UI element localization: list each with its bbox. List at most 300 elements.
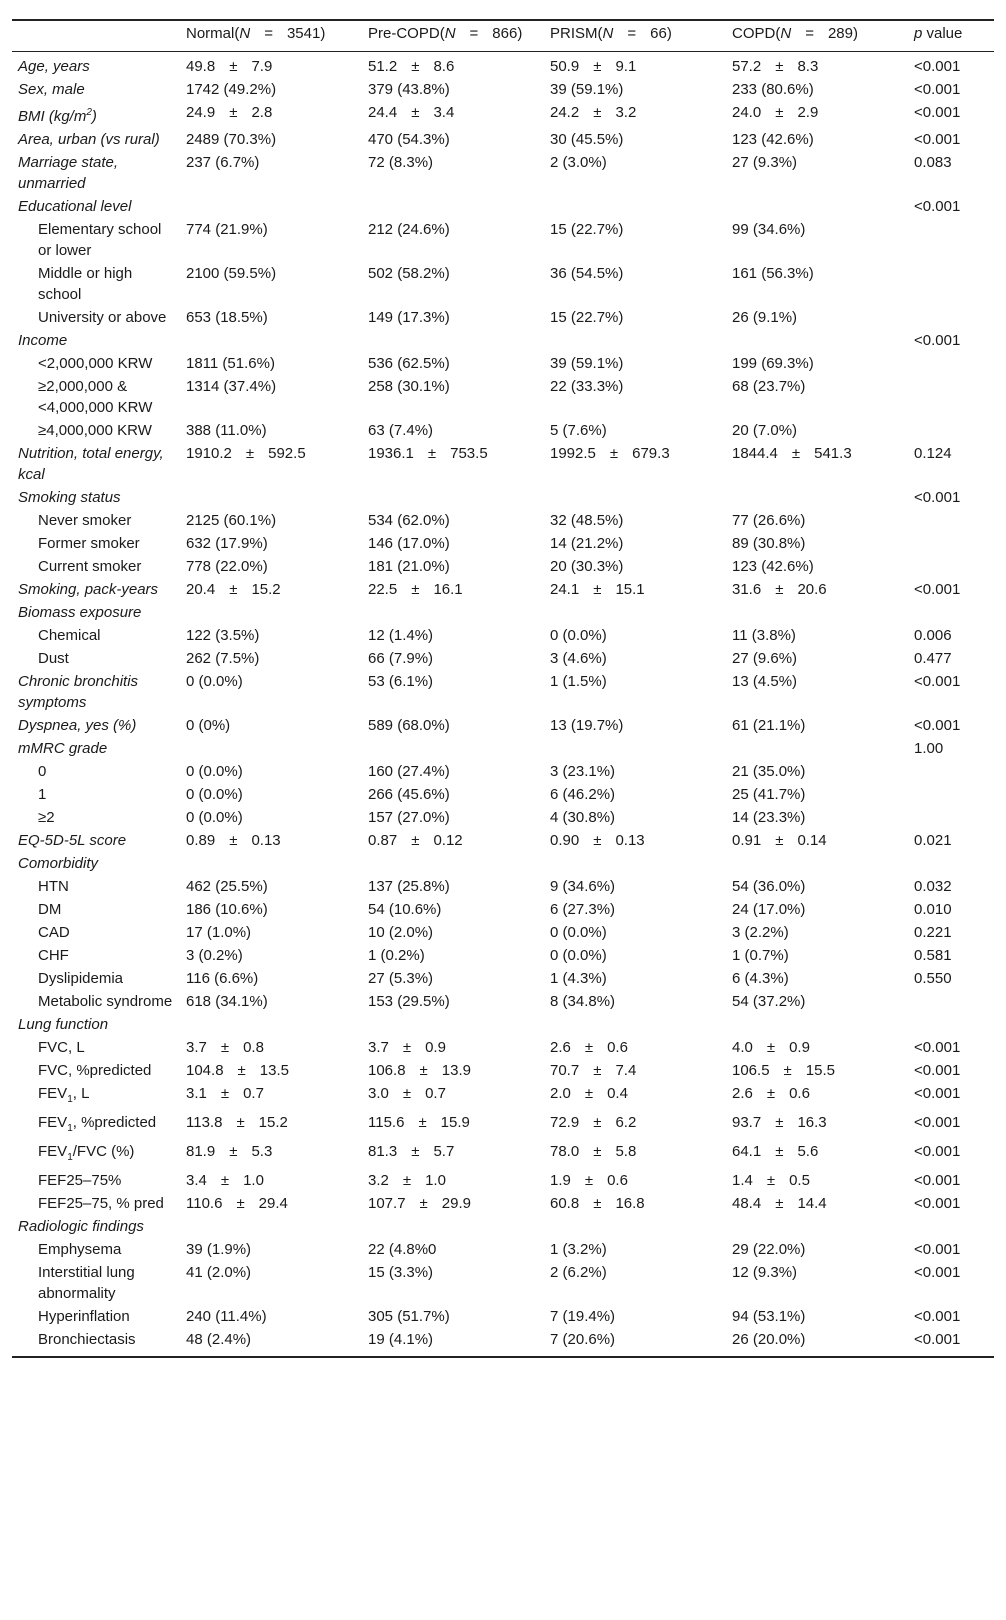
row-label: $FEV_1$, L (38, 1085, 90, 1105)
cell-copd (726, 487, 908, 510)
cell-prism: 60.8 ± 16.8 (550, 1195, 645, 1212)
cell-pvalue (908, 219, 994, 263)
row-label: ≥2 (38, 809, 55, 826)
cell-copd: 1844.4 ± 541.3 (732, 445, 852, 462)
cell-pvalue (908, 353, 994, 376)
cell-normal: 49.8 ± 7.9 (186, 58, 273, 75)
cell-copd: 93.7 ± 16.3 (732, 1114, 827, 1131)
cell-pvalue: <0.001 (914, 1114, 961, 1131)
row-label: DM (38, 901, 62, 918)
table-row (12, 830, 994, 853)
cell-pvalue: <0.001 (914, 1062, 961, 1079)
cell-precopd (362, 196, 544, 219)
cell-copd: 27 (9.6%) (732, 650, 798, 667)
table-row (12, 79, 994, 102)
cell-normal: 3.4 ± 1.0 (186, 1172, 264, 1189)
table-row (12, 1262, 994, 1306)
cell-precopd: 63 (7.4%) (368, 422, 434, 439)
cell-normal: 1910.2 ± 592.5 (186, 445, 306, 462)
table-row (12, 1306, 994, 1329)
cell-normal (180, 1216, 362, 1239)
row-label: mMRC grade (18, 740, 108, 757)
cell-prism: 7 (19.4%) (550, 1308, 616, 1325)
table-row (12, 579, 994, 602)
table-row (12, 968, 994, 991)
row-label: Comorbidity (18, 855, 99, 872)
cell-normal: 41 (2.0%) (186, 1264, 252, 1281)
cell-pvalue (908, 784, 994, 807)
cell-pvalue (908, 556, 994, 579)
cell-prism: 70.7 ± 7.4 (550, 1062, 637, 1079)
row-label: ≥4,000,000 KRW (38, 422, 152, 439)
cell-prism: 30 (45.5%) (550, 131, 624, 148)
cell-copd: 26 (9.1%) (732, 309, 798, 326)
row-label: Lung function (18, 1016, 109, 1033)
cell-pvalue (908, 510, 994, 533)
cell-precopd: 54 (10.6%) (368, 901, 442, 918)
cell-precopd: 66 (7.9%) (368, 650, 434, 667)
row-label: Smoking, pack-years (18, 581, 159, 598)
table-row (12, 1112, 994, 1141)
cell-pvalue: 0.006 (914, 627, 952, 644)
cell-normal (180, 196, 362, 219)
cell-pvalue (908, 853, 994, 876)
cell-prism: 2.6 ± 0.6 (550, 1039, 628, 1056)
cell-precopd: 107.7 ± 29.9 (368, 1195, 471, 1212)
cell-prism: 15 (22.7%) (550, 221, 624, 238)
row-label: ≥2,000,000 & <4,000,000 KRW (38, 378, 153, 416)
row-label: Never smoker (38, 512, 132, 529)
table-row (12, 1170, 994, 1193)
header-blank (12, 20, 180, 52)
cell-normal (180, 330, 362, 353)
cell-prism: 39 (59.1%) (550, 355, 624, 372)
cell-normal: 116 (6.6%) (186, 970, 259, 987)
row-label: CHF (38, 947, 69, 964)
cell-copd (726, 330, 908, 353)
cell-prism: 2 (3.0%) (550, 154, 607, 171)
row-label: University or above (38, 309, 167, 326)
cell-prism: 24.2 ± 3.2 (550, 104, 637, 121)
cell-precopd: 106.8 ± 13.9 (368, 1062, 471, 1079)
cell-copd: 2.6 ± 0.6 (732, 1085, 810, 1102)
cell-copd: 6 (4.3%) (732, 970, 789, 987)
table-row (12, 784, 994, 807)
row-label: Dyspnea, yes (%) (18, 717, 137, 734)
cell-copd: 11 (3.8%) (732, 627, 796, 644)
cell-precopd: 536 (62.5%) (368, 355, 450, 372)
cell-normal (180, 738, 362, 761)
cell-normal: 39 (1.9%) (186, 1241, 252, 1258)
table-row (12, 196, 994, 219)
cell-pvalue: <0.001 (914, 1331, 961, 1348)
cell-copd: 106.5 ± 15.5 (732, 1062, 835, 1079)
cell-precopd: 258 (30.1%) (368, 378, 450, 395)
cell-precopd: 15 (3.3%) (368, 1264, 434, 1281)
cell-pvalue (908, 1014, 994, 1037)
cell-pvalue: <0.001 (914, 1308, 961, 1325)
cell-normal: 24.9 ± 2.8 (186, 104, 273, 121)
cell-prism: 13 (19.7%) (550, 717, 624, 734)
table-row (12, 1239, 994, 1262)
cell-copd: 21 (35.0%) (732, 763, 806, 780)
cell-copd: 48.4 ± 14.4 (732, 1195, 827, 1212)
cell-normal (180, 1014, 362, 1037)
table-header-row (12, 20, 994, 52)
cell-copd: 0.91 ± 0.14 (732, 832, 827, 849)
cell-prism: 4 (30.8%) (550, 809, 616, 826)
cell-copd: 57.2 ± 8.3 (732, 58, 819, 75)
cell-precopd: 146 (17.0%) (368, 535, 450, 552)
table-row (12, 625, 994, 648)
table-row (12, 376, 994, 420)
cell-normal: 3.1 ± 0.7 (186, 1085, 264, 1102)
cell-prism: 2 (6.2%) (550, 1264, 607, 1281)
cell-prism (544, 853, 726, 876)
cell-precopd: 266 (45.6%) (368, 786, 450, 803)
cell-copd (726, 1014, 908, 1037)
table-row (12, 487, 994, 510)
cell-normal: 3 (0.2%) (186, 947, 243, 964)
cell-pvalue (908, 533, 994, 556)
table-row (12, 945, 994, 968)
cell-prism (544, 1216, 726, 1239)
cell-pvalue: <0.001 (914, 1241, 961, 1258)
cell-pvalue: 0.032 (914, 878, 952, 895)
row-label: Age, years (18, 58, 90, 75)
cell-pvalue: 0.083 (914, 154, 952, 171)
cell-copd (726, 602, 908, 625)
cell-precopd: 502 (58.2%) (368, 265, 450, 282)
cell-prism: 20 (30.3%) (550, 558, 624, 575)
row-label: $FEV_1$/FVC (%) (38, 1143, 135, 1163)
table-row (12, 353, 994, 376)
cell-pvalue (908, 1216, 994, 1239)
cell-prism: 32 (48.5%) (550, 512, 624, 529)
row-label: FEF25–75, % pred (38, 1195, 164, 1212)
cell-normal: 237 (6.7%) (186, 154, 260, 171)
cell-prism: 36 (54.5%) (550, 265, 624, 282)
table-row (12, 876, 994, 899)
table-row (12, 307, 994, 330)
row-label: BMI $(kg/m^2)$ (18, 107, 97, 125)
cell-copd (726, 738, 908, 761)
cell-prism (544, 1014, 726, 1037)
cell-pvalue: <0.001 (914, 104, 961, 121)
cell-precopd: 22.5 ± 16.1 (368, 581, 463, 598)
cell-copd: 123 (42.6%) (732, 131, 814, 148)
cell-precopd (362, 738, 544, 761)
cell-pvalue: <0.001 (914, 1143, 961, 1160)
row-label: Educational level (18, 198, 132, 215)
cell-copd: 27 (9.3%) (732, 154, 798, 171)
cell-copd (726, 1216, 908, 1239)
table-row (12, 1216, 994, 1239)
cell-prism: 24.1 ± 15.1 (550, 581, 645, 598)
cell-precopd (362, 487, 544, 510)
cell-pvalue: <0.001 (914, 332, 961, 349)
header-prism: PRISM(N = 66) (550, 25, 672, 42)
cell-prism: 1.9 ± 0.6 (550, 1172, 628, 1189)
row-label: FVC, %predicted (38, 1062, 152, 1079)
cell-precopd: 589 (68.0%) (368, 717, 450, 734)
header-precopd: Pre-COPD(N = 866) (368, 25, 523, 42)
cell-pvalue: 0.477 (914, 650, 952, 667)
cell-pvalue (908, 602, 994, 625)
cell-precopd: 22 (4.8%0 (368, 1241, 437, 1258)
cell-pvalue: 1.00 (914, 740, 944, 757)
table-row (12, 715, 994, 738)
cell-precopd: 157 (27.0%) (368, 809, 450, 826)
cell-copd: 54 (37.2%) (732, 993, 806, 1010)
cell-pvalue: 0.021 (914, 832, 952, 849)
cell-pvalue: 0.581 (914, 947, 952, 964)
table-body (12, 52, 994, 1358)
cell-precopd (362, 853, 544, 876)
cell-precopd: 153 (29.5%) (368, 993, 450, 1010)
cell-prism: 50.9 ± 9.1 (550, 58, 637, 75)
row-label: $FEV_1$, %predicted (38, 1114, 157, 1134)
cell-prism: 15 (22.7%) (550, 309, 624, 326)
row-label: EQ-5D-5L score (18, 832, 127, 849)
cell-precopd: 534 (62.0%) (368, 512, 450, 529)
cell-copd (726, 196, 908, 219)
cell-copd: 26 (20.0%) (732, 1331, 806, 1348)
cell-normal (180, 487, 362, 510)
row-label: CAD (38, 924, 70, 941)
table-row (12, 1083, 994, 1112)
cell-prism: 1 (1.5%) (550, 673, 607, 690)
cell-prism: 6 (46.2%) (550, 786, 616, 803)
table-row (12, 1193, 994, 1216)
table-row (12, 129, 994, 152)
cell-precopd: 3.7 ± 0.9 (368, 1039, 446, 1056)
cell-normal (180, 853, 362, 876)
cell-pvalue: 0.124 (914, 445, 952, 462)
cell-normal: 104.8 ± 13.5 (186, 1062, 289, 1079)
row-label: Current smoker (38, 558, 142, 575)
table-row (12, 807, 994, 830)
cell-precopd: 470 (54.3%) (368, 131, 450, 148)
row-label: Chronic bronchitis symptoms (18, 673, 139, 711)
cell-pvalue: <0.001 (914, 1195, 961, 1212)
cell-normal: 462 (25.5%) (186, 878, 268, 895)
cell-copd: 61 (21.1%) (732, 717, 806, 734)
cell-copd: 1 (0.7%) (732, 947, 789, 964)
row-label: Nutrition, total energy, kcal (18, 445, 164, 483)
cell-prism (544, 738, 726, 761)
cell-prism: 2.0 ± 0.4 (550, 1085, 628, 1102)
cell-normal: 0 (0.0%) (186, 809, 243, 826)
row-label: Emphysema (38, 1241, 122, 1258)
cell-normal: 17 (1.0%) (186, 924, 252, 941)
row-label: Area, urban (vs rural) (18, 131, 160, 148)
cell-pvalue: 0.221 (914, 924, 952, 941)
row-label: Sex, male (18, 81, 85, 98)
header-normal: Normal(N = 3541) (186, 25, 326, 42)
row-label: Smoking status (18, 489, 121, 506)
cell-normal: 2125 (60.1%) (186, 512, 277, 529)
cell-pvalue: <0.001 (914, 1085, 961, 1102)
cell-copd: 3 (2.2%) (732, 924, 789, 941)
row-label: Chemical (38, 627, 101, 644)
cell-pvalue: <0.001 (914, 673, 961, 690)
table-row (12, 899, 994, 922)
row-label: Hyperinflation (38, 1308, 130, 1325)
cell-copd: 199 (69.3%) (732, 355, 814, 372)
cell-normal: 1742 (49.2%) (186, 81, 277, 98)
table-row (12, 219, 994, 263)
cell-copd: 12 (9.3%) (732, 1264, 798, 1281)
table-row (12, 738, 994, 761)
cell-precopd: 53 (6.1%) (368, 673, 434, 690)
cell-normal: 0 (0.0%) (186, 786, 243, 803)
cell-pvalue: <0.001 (914, 717, 961, 734)
cell-prism: 78.0 ± 5.8 (550, 1143, 637, 1160)
cell-pvalue: <0.001 (914, 198, 961, 215)
row-label: Marriage state, unmarried (18, 154, 119, 192)
cell-prism: 7 (20.6%) (550, 1331, 616, 1348)
cell-precopd: 160 (27.4%) (368, 763, 450, 780)
cell-normal: 240 (11.4%) (186, 1308, 267, 1325)
cell-pvalue: <0.001 (914, 489, 961, 506)
cell-copd: 99 (34.6%) (732, 221, 806, 238)
cell-normal: 618 (34.1%) (186, 993, 268, 1010)
cell-copd: 233 (80.6%) (732, 81, 814, 98)
cell-pvalue (908, 420, 994, 443)
table-row (12, 1014, 994, 1037)
cell-pvalue (908, 263, 994, 307)
cell-copd: 94 (53.1%) (732, 1308, 806, 1325)
cell-prism: 9 (34.6%) (550, 878, 616, 895)
cell-normal: 778 (22.0%) (186, 558, 268, 575)
cell-normal: 3.7 ± 0.8 (186, 1039, 264, 1056)
cell-copd: 161 (56.3%) (732, 265, 814, 282)
cell-precopd: 115.6 ± 15.9 (368, 1114, 470, 1131)
cell-precopd: 81.3 ± 5.7 (368, 1143, 455, 1160)
cell-normal: 2100 (59.5%) (186, 265, 277, 282)
table-row (12, 330, 994, 353)
cell-prism: 72.9 ± 6.2 (550, 1114, 637, 1131)
table-row (12, 1329, 994, 1357)
cell-copd: 123 (42.6%) (732, 558, 814, 575)
table-row (12, 1060, 994, 1083)
cell-pvalue: <0.001 (914, 58, 961, 75)
row-label: Dyslipidemia (38, 970, 124, 987)
cell-precopd: 19 (4.1%) (368, 1331, 434, 1348)
table-row (12, 443, 994, 487)
cell-normal: 81.9 ± 5.3 (186, 1143, 273, 1160)
header-copd: COPD(N = 289) (732, 25, 858, 42)
cell-normal: 113.8 ± 15.2 (186, 1114, 288, 1131)
cell-precopd: 1936.1 ± 753.5 (368, 445, 488, 462)
cell-prism (544, 602, 726, 625)
table-row (12, 991, 994, 1014)
cell-prism: 0 (0.0%) (550, 947, 607, 964)
row-label: 1 (38, 786, 47, 803)
cell-copd: 64.1 ± 5.6 (732, 1143, 819, 1160)
cell-precopd: 72 (8.3%) (368, 154, 434, 171)
cell-normal (180, 602, 362, 625)
cell-precopd: 212 (24.6%) (368, 221, 450, 238)
cell-prism (544, 196, 726, 219)
cell-pvalue: <0.001 (914, 1039, 961, 1056)
row-label: Radiologic findings (18, 1218, 144, 1235)
cell-precopd: 305 (51.7%) (368, 1308, 450, 1325)
cell-copd: 4.0 ± 0.9 (732, 1039, 810, 1056)
table-row (12, 922, 994, 945)
table-row (12, 1037, 994, 1060)
cell-precopd: 181 (21.0%) (368, 558, 450, 575)
row-label: Interstitial lung abnormality (38, 1264, 135, 1302)
cell-normal: 20.4 ± 15.2 (186, 581, 281, 598)
table-row (12, 761, 994, 784)
row-label: HTN (38, 878, 69, 895)
table-row (12, 1141, 994, 1170)
cell-precopd: 149 (17.3%) (368, 309, 450, 326)
header-pvalue: p value (914, 25, 963, 42)
cell-normal: 110.6 ± 29.4 (186, 1195, 288, 1212)
cell-prism: 39 (59.1%) (550, 81, 624, 98)
baseline-characteristics-table (12, 19, 994, 1358)
table-row (12, 556, 994, 579)
row-label: 0 (38, 763, 47, 780)
row-label: FEF25–75% (38, 1172, 122, 1189)
cell-precopd: 12 (1.4%) (368, 627, 434, 644)
row-label: FVC, L (38, 1039, 85, 1056)
cell-normal: 0.89 ± 0.13 (186, 832, 281, 849)
table-row (12, 648, 994, 671)
row-label: Biomass exposure (18, 604, 142, 621)
cell-copd: 77 (26.6%) (732, 512, 806, 529)
cell-copd: 89 (30.8%) (732, 535, 806, 552)
row-label: Metabolic syndrome (38, 993, 173, 1010)
cell-precopd: 51.2 ± 8.6 (368, 58, 455, 75)
cell-pvalue (908, 376, 994, 420)
cell-pvalue: 0.010 (914, 901, 952, 918)
cell-normal: 0 (0%) (186, 717, 231, 734)
cell-prism: 3 (4.6%) (550, 650, 607, 667)
cell-prism: 1 (4.3%) (550, 970, 607, 987)
cell-normal: 0 (0.0%) (186, 763, 243, 780)
cell-precopd: 137 (25.8%) (368, 878, 450, 895)
table-container (12, 0, 994, 1358)
cell-pvalue: <0.001 (914, 1172, 961, 1189)
cell-pvalue: 0.550 (914, 970, 952, 987)
cell-normal: 632 (17.9%) (186, 535, 268, 552)
cell-prism: 0 (0.0%) (550, 924, 607, 941)
table-row (12, 602, 994, 625)
cell-prism: 0 (0.0%) (550, 627, 607, 644)
cell-prism: 1 (3.2%) (550, 1241, 607, 1258)
cell-copd: 31.6 ± 20.6 (732, 581, 827, 598)
cell-precopd: 0.87 ± 0.12 (368, 832, 463, 849)
cell-precopd: 3.2 ± 1.0 (368, 1172, 446, 1189)
table-row (12, 152, 994, 196)
cell-normal: 262 (7.5%) (186, 650, 260, 667)
table-row (12, 853, 994, 876)
cell-precopd: 3.0 ± 0.7 (368, 1085, 446, 1102)
row-label: Middle or high school (38, 265, 133, 303)
row-label: Bronchiectasis (38, 1331, 136, 1348)
cell-pvalue (908, 991, 994, 1014)
cell-prism: 1992.5 ± 679.3 (550, 445, 670, 462)
cell-precopd: 1 (0.2%) (368, 947, 425, 964)
cell-precopd: 27 (5.3%) (368, 970, 434, 987)
cell-prism (544, 330, 726, 353)
table-row (12, 510, 994, 533)
cell-copd (726, 853, 908, 876)
